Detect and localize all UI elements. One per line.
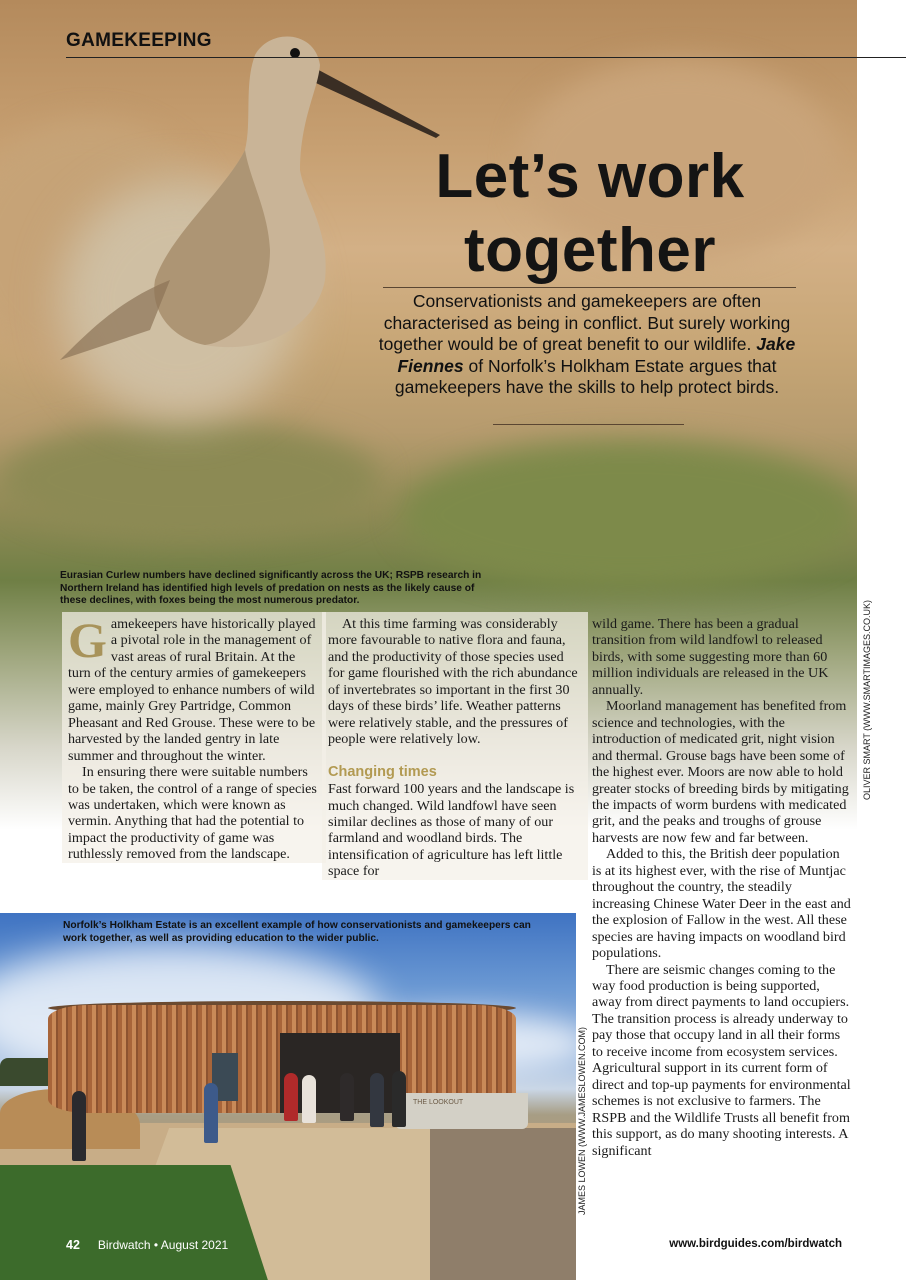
headline-rule-bottom xyxy=(493,424,684,425)
holkham-photo xyxy=(0,913,576,1280)
body-paragraph: At this time farming was considerably more favourable to native flora and fauna, and the productivity of those species used for game flourished with the rich abundance of invertebrates so important in the first 30 days of these birds’ life. Weather patterns were relatively stable, and the pressures of people were relatively low. xyxy=(328,616,578,748)
website-url[interactable]: www.birdguides.com/birdwatch xyxy=(669,1238,842,1250)
body-paragraph: amekeepers have historically played a pivotal role in the management of vast areas of rural Britain. At the turn of the century armies of gamekeepers were employed to enhance numbers of wild game, mainly Grey Partridge, Common Pheasant and Red Grouse. These were to be harvested by the landed gentry in late summer and throughout the winter. xyxy=(68,616,316,764)
body-paragraph: Added to this, the British deer population is at its highest ever, with the rise of Muntjac throughout the country, the steadily increasing Chinese Water Deer in the east and the explosion of Fallow in the west. All these species are having impacts on woodland bird populations. xyxy=(592,846,851,962)
visitor xyxy=(204,1083,218,1143)
body-column-2 xyxy=(322,612,588,880)
subheading: Changing times xyxy=(328,763,437,780)
body-column-1 xyxy=(62,612,326,863)
section-rule xyxy=(66,57,906,58)
author-name: Jake Fiennes xyxy=(397,334,796,376)
body-paragraph: There are seismic changes coming to the way food production is being supported, away from direct payments to land occupiers. The transition process is already underway to pay those that occupy land in all their forms to receive income from ecosystem services. Agricultural support in its current form of direct and top-up payments for environmental schemes is not exclusive to farmers. The RSPB and the Wildlife Trusts all benefit from this support, as do many shooting interests. A significant xyxy=(592,961,851,1159)
standfirst xyxy=(362,291,812,399)
curlew-photo-credit: OLIVER SMART (WWW.SMARTIMAGES.CO.UK) xyxy=(862,599,872,800)
visitor xyxy=(284,1073,298,1121)
body-paragraph: wild game. There has been a gradual transition from wild landfowl to released birds, with some suggesting more than 60 million individuals are released in the UK annually. xyxy=(592,616,829,698)
section-label: GAMEKEEPING xyxy=(66,30,212,51)
visitor xyxy=(72,1091,86,1161)
building-sign-wall xyxy=(395,1093,528,1129)
body-paragraph: Fast forward 100 years and the landscape is much changed. Wild landfowl have seen similar declines as those of many of our farmland and woodland birds. The intensification of agriculture has left little space for xyxy=(328,781,575,880)
issue-label: Birdwatch • August 2021 xyxy=(97,1238,229,1252)
visitor xyxy=(392,1071,406,1127)
headline: Let’s work together xyxy=(435,142,745,285)
standfirst-rest: of Norfolk’s Holkham Estate argues that gamekeepers have the skills to help protect birds. xyxy=(394,355,780,397)
visitor xyxy=(302,1075,316,1123)
page-number: 42 xyxy=(66,1238,80,1252)
visitor xyxy=(370,1073,384,1127)
holkham-caption: Norfolk’s Holkham Estate is an excellent example of how conservationists and gamekeepers can work together, as well as providing education to the wider public. xyxy=(63,920,531,944)
body-paragraph: In ensuring there were suitable numbers to be taken, the control of a range of species was undertaken, which were known as vermin. Anything that had the potential to impact the productivity of game was ruthlessly removed from the landscape. xyxy=(68,764,317,863)
headline-rule-top xyxy=(383,287,796,288)
body-column-3 xyxy=(586,612,858,1159)
holkham-photo-credit: JAMES LOWEN (WWW.JAMESLOWEN.COM) xyxy=(577,1027,587,1215)
grass-lawn xyxy=(0,1165,269,1280)
visitor xyxy=(340,1073,354,1121)
standfirst-intro: Conservationists and gamekeepers are often characterised as being in conflict. But surely working together would be of great benefit to our wildlife. xyxy=(378,291,791,354)
body-paragraph: Moorland management has benefited from science and technologies, with the introduction of medicated grit, night vision and thermal. Grouse bags have been some of the highest ever. Moors are now able to hold greater stocks of breeding birds by mitigating the impacts of worm burdens with medicated grit, and the peaks and troughs of grouse harvests are now few and far between. xyxy=(592,698,849,846)
drop-cap: G xyxy=(68,612,107,668)
curlew-caption: Eurasian Curlew numbers have declined significantly across the UK; RSPB research in Northern Ireland has identified high levels of predation on nests as the likely cause of these declines, with foxes being the most numerous predator. xyxy=(60,570,482,606)
lookout-sign: THE LOOKOUT xyxy=(413,1099,464,1106)
folio xyxy=(66,1238,228,1252)
